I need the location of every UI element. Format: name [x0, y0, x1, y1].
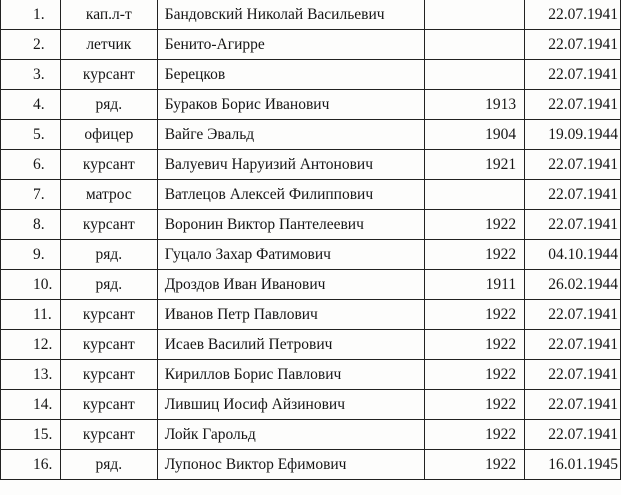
table-row — [1, 90, 621, 120]
row-birth-year — [425, 60, 525, 90]
table-row — [1, 210, 621, 240]
row-rank: ряд. — [60, 90, 157, 120]
row-date: 19.09.1944 — [525, 120, 621, 150]
row-rank: офицер — [60, 120, 157, 150]
row-name: Бенито-Агирре — [157, 30, 425, 60]
row-rank: курсант — [60, 330, 157, 360]
table-row — [1, 120, 621, 150]
table-row — [1, 30, 621, 60]
row-birth-year — [425, 180, 525, 210]
row-rank: курсант — [60, 210, 157, 240]
row-rank: курсант — [60, 390, 157, 420]
row-date: 22.07.1941 — [525, 420, 621, 450]
row-rank: матрос — [60, 180, 157, 210]
row-birth-year: 1922 — [425, 450, 525, 480]
row-date: 26.02.1944 — [525, 270, 621, 300]
row-rank: ряд. — [60, 450, 157, 480]
row-number: 4. — [1, 90, 61, 120]
row-rank: кап.л-т — [60, 0, 157, 30]
row-name: Дроздов Иван Иванович — [157, 270, 425, 300]
table-row — [1, 270, 621, 300]
row-date: 16.01.1945 — [525, 450, 621, 480]
row-date: 22.07.1941 — [525, 180, 621, 210]
row-birth-year — [425, 0, 525, 30]
row-number: 10. — [1, 270, 61, 300]
row-number: 1. — [1, 0, 61, 30]
row-birth-year: 1922 — [425, 390, 525, 420]
row-birth-year: 1911 — [425, 270, 525, 300]
table-row — [1, 330, 621, 360]
table-row — [1, 360, 621, 390]
row-birth-year: 1913 — [425, 90, 525, 120]
row-number: 11. — [1, 300, 61, 330]
row-date: 22.07.1941 — [525, 60, 621, 90]
table-row — [1, 150, 621, 180]
row-name: Гуцало Захар Фатимович — [157, 240, 425, 270]
row-date: 22.07.1941 — [525, 390, 621, 420]
row-birth-year: 1922 — [425, 360, 525, 390]
row-birth-year — [425, 30, 525, 60]
row-number: 16. — [1, 450, 61, 480]
row-date: 22.07.1941 — [525, 90, 621, 120]
table-row — [1, 420, 621, 450]
row-name: Бандовский Николай Васильевич — [157, 0, 425, 30]
row-birth-year: 1922 — [425, 300, 525, 330]
row-number: 6. — [1, 150, 61, 180]
row-name: Исаев Василий Петрович — [157, 330, 425, 360]
row-name: Иванов Петр Павлович — [157, 300, 425, 330]
row-rank: летчик — [60, 30, 157, 60]
row-date: 22.07.1941 — [525, 300, 621, 330]
row-name: Берецков — [157, 60, 425, 90]
row-number: 9. — [1, 240, 61, 270]
table-row — [1, 180, 621, 210]
row-date: 22.07.1941 — [525, 330, 621, 360]
row-number: 15. — [1, 420, 61, 450]
table-row — [1, 450, 621, 480]
table-row — [1, 0, 621, 30]
row-birth-year: 1922 — [425, 240, 525, 270]
row-birth-year: 1921 — [425, 150, 525, 180]
row-name: Бураков Борис Иванович — [157, 90, 425, 120]
row-rank: курсант — [60, 420, 157, 450]
table-row — [1, 390, 621, 420]
row-number: 14. — [1, 390, 61, 420]
row-birth-year: 1922 — [425, 330, 525, 360]
roster-body — [1, 0, 621, 480]
row-rank: курсант — [60, 300, 157, 330]
row-number: 3. — [1, 60, 61, 90]
row-rank: ряд. — [60, 240, 157, 270]
row-date: 22.07.1941 — [525, 0, 621, 30]
row-rank: ряд. — [60, 270, 157, 300]
row-number: 8. — [1, 210, 61, 240]
row-number: 13. — [1, 360, 61, 390]
table-row — [1, 300, 621, 330]
row-name: Лойк Гарольд — [157, 420, 425, 450]
row-name: Кириллов Борис Павлович — [157, 360, 425, 390]
row-date: 22.07.1941 — [525, 150, 621, 180]
row-name: Ватлецов Алексей Филиппович — [157, 180, 425, 210]
row-name: Вайге Эвальд — [157, 120, 425, 150]
row-date: 22.07.1941 — [525, 30, 621, 60]
table-row — [1, 240, 621, 270]
row-name: Валуевич Наруизий Антонович — [157, 150, 425, 180]
row-birth-year: 1922 — [425, 420, 525, 450]
row-name: Лупонос Виктор Ефимович — [157, 450, 425, 480]
table-row — [1, 60, 621, 90]
row-name: Воронин Виктор Пантелеевич — [157, 210, 425, 240]
row-rank: курсант — [60, 60, 157, 90]
row-birth-year: 1904 — [425, 120, 525, 150]
row-date: 04.10.1944 — [525, 240, 621, 270]
row-date: 22.07.1941 — [525, 360, 621, 390]
row-number: 7. — [1, 180, 61, 210]
row-name: Лившиц Иосиф Айзинович — [157, 390, 425, 420]
row-rank: курсант — [60, 360, 157, 390]
row-date: 22.07.1941 — [525, 210, 621, 240]
row-number: 2. — [1, 30, 61, 60]
row-number: 5. — [1, 120, 61, 150]
row-number: 12. — [1, 330, 61, 360]
row-birth-year: 1922 — [425, 210, 525, 240]
row-rank: курсант — [60, 150, 157, 180]
